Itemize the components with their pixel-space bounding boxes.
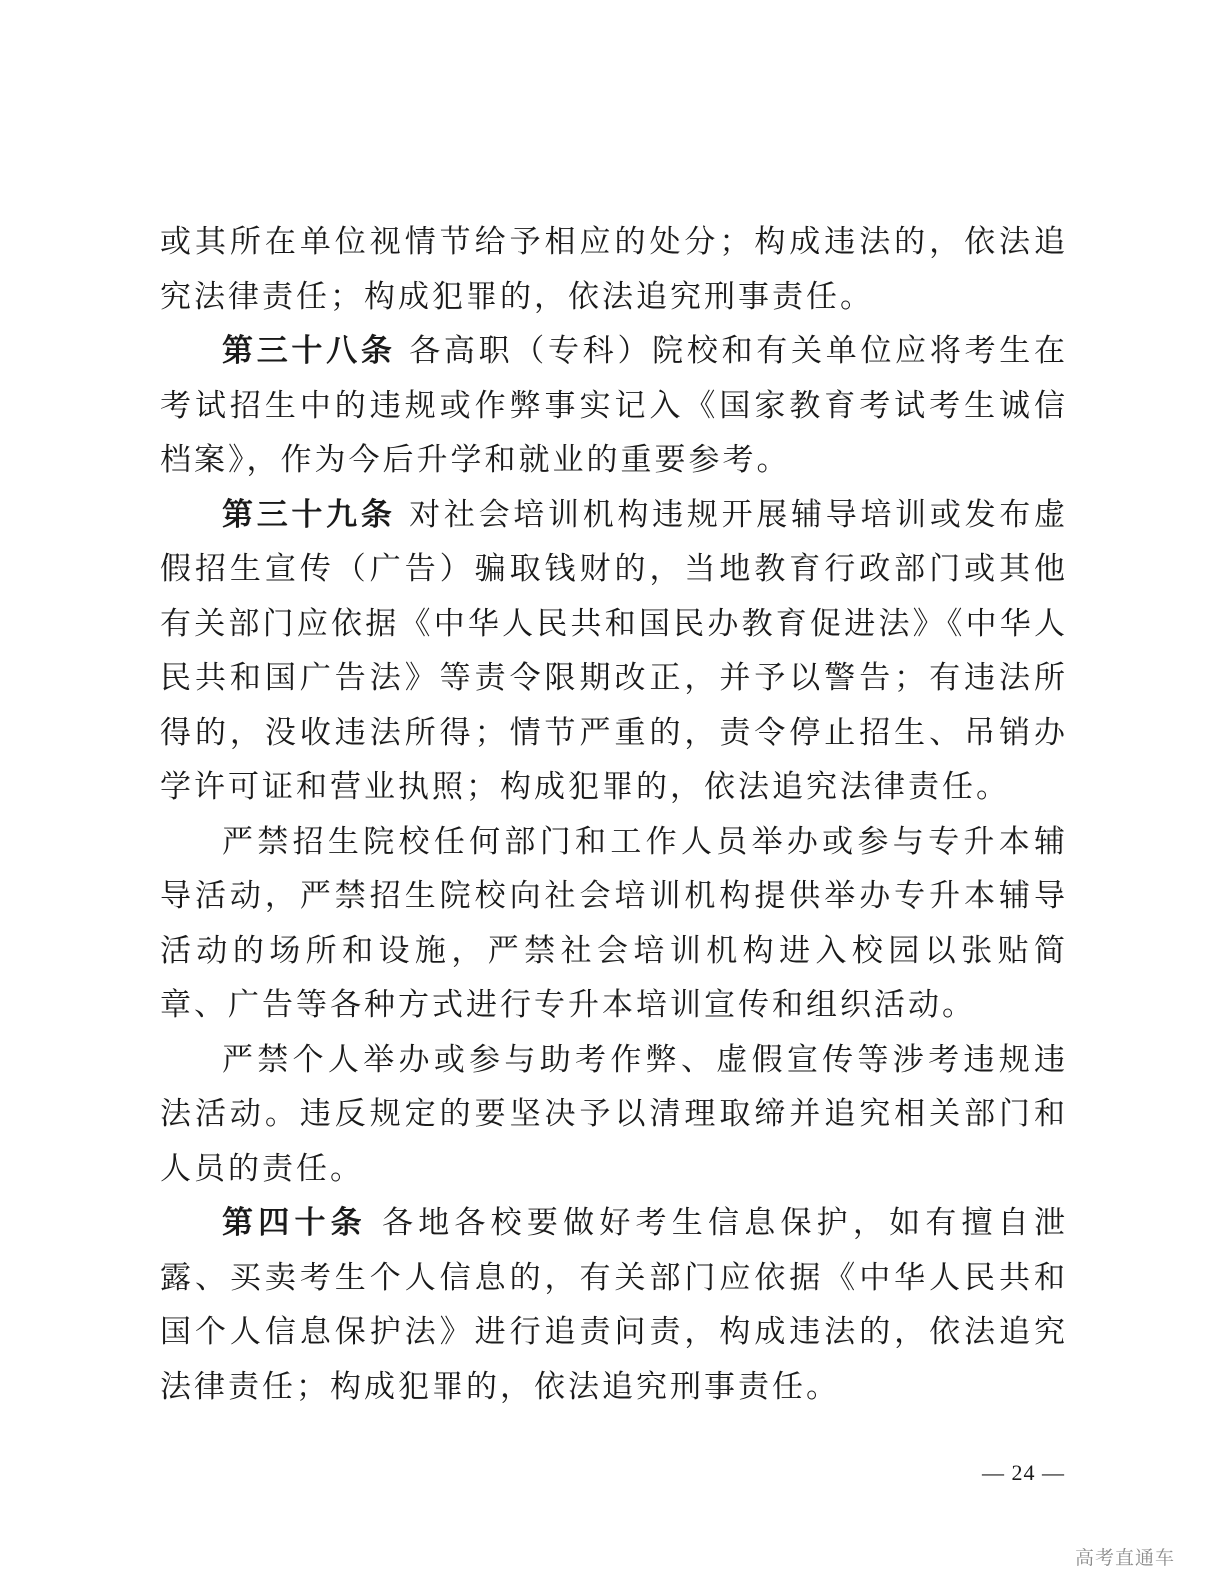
article-heading: 第三十八条 bbox=[222, 333, 396, 369]
article-38 bbox=[160, 324, 1068, 488]
page-number: — 24 — bbox=[982, 1460, 1065, 1485]
article-40 bbox=[160, 1196, 1068, 1414]
article-39 bbox=[160, 488, 1068, 815]
paragraph-individual-ban bbox=[160, 1033, 1068, 1197]
paragraph-training-ban bbox=[160, 815, 1068, 1033]
paragraph-text: 严禁招生院校任何部门和工作人员举办或参与专升本辅导活动，严禁招生院校向社会培训机构提供举办专升本辅导活动的场所和设施，严禁社会培训机构进入校园以张贴简章、广告等各种方式进行专升本培训宣传和组织活动。 bbox=[160, 823, 1068, 1023]
paragraph-text: 对社会培训机构违规开展辅导培训或发布虚假招生宣传（广告）骗取钱财的，当地教育行政部门或其他有关部门应依据《中华人民共和国民办教育促进法》《中华人民共和国广告法》等责令限期改正，并予以警告；有违法所得的，没收违法所得；情节严重的，责令停止招生、吊销办学许可证和营业执照；构成犯罪的，依法追究法律责任。 bbox=[160, 496, 1069, 805]
article-heading: 第三十九条 bbox=[222, 496, 396, 533]
paragraph-continuation bbox=[160, 215, 1068, 324]
paragraph-text: 各高职（专科）院校和有关单位应将考生在考试招生中的违规或作弊事实记入《国家教育考试考生诚信档案》，作为今后升学和就业的重要参考。 bbox=[160, 333, 1069, 478]
document-body bbox=[160, 215, 1068, 1414]
paragraph-text: 或其所在单位视情节给予相应的处分；构成违法的，依法追究法律责任；构成犯罪的，依法追究刑事责任。 bbox=[160, 224, 1068, 315]
paragraph-text: 严禁个人举办或参与助考作弊、虚假宣传等涉考违规违法活动。违反规定的要坚决予以清理取缔并追究相关部门和人员的责任。 bbox=[160, 1041, 1068, 1187]
watermark-text: 高考直通车 bbox=[1075, 1547, 1176, 1569]
article-heading: 第四十条 bbox=[222, 1205, 367, 1241]
paragraph-text: 各地各校要做好考生信息保护，如有擅自泄露、买卖考生个人信息的，有关部门应依据《中华人民共和国个人信息保护法》进行追责问责，构成违法的，依法追究法律责任；构成犯罪的，依法追究刑事责任。 bbox=[160, 1205, 1069, 1405]
